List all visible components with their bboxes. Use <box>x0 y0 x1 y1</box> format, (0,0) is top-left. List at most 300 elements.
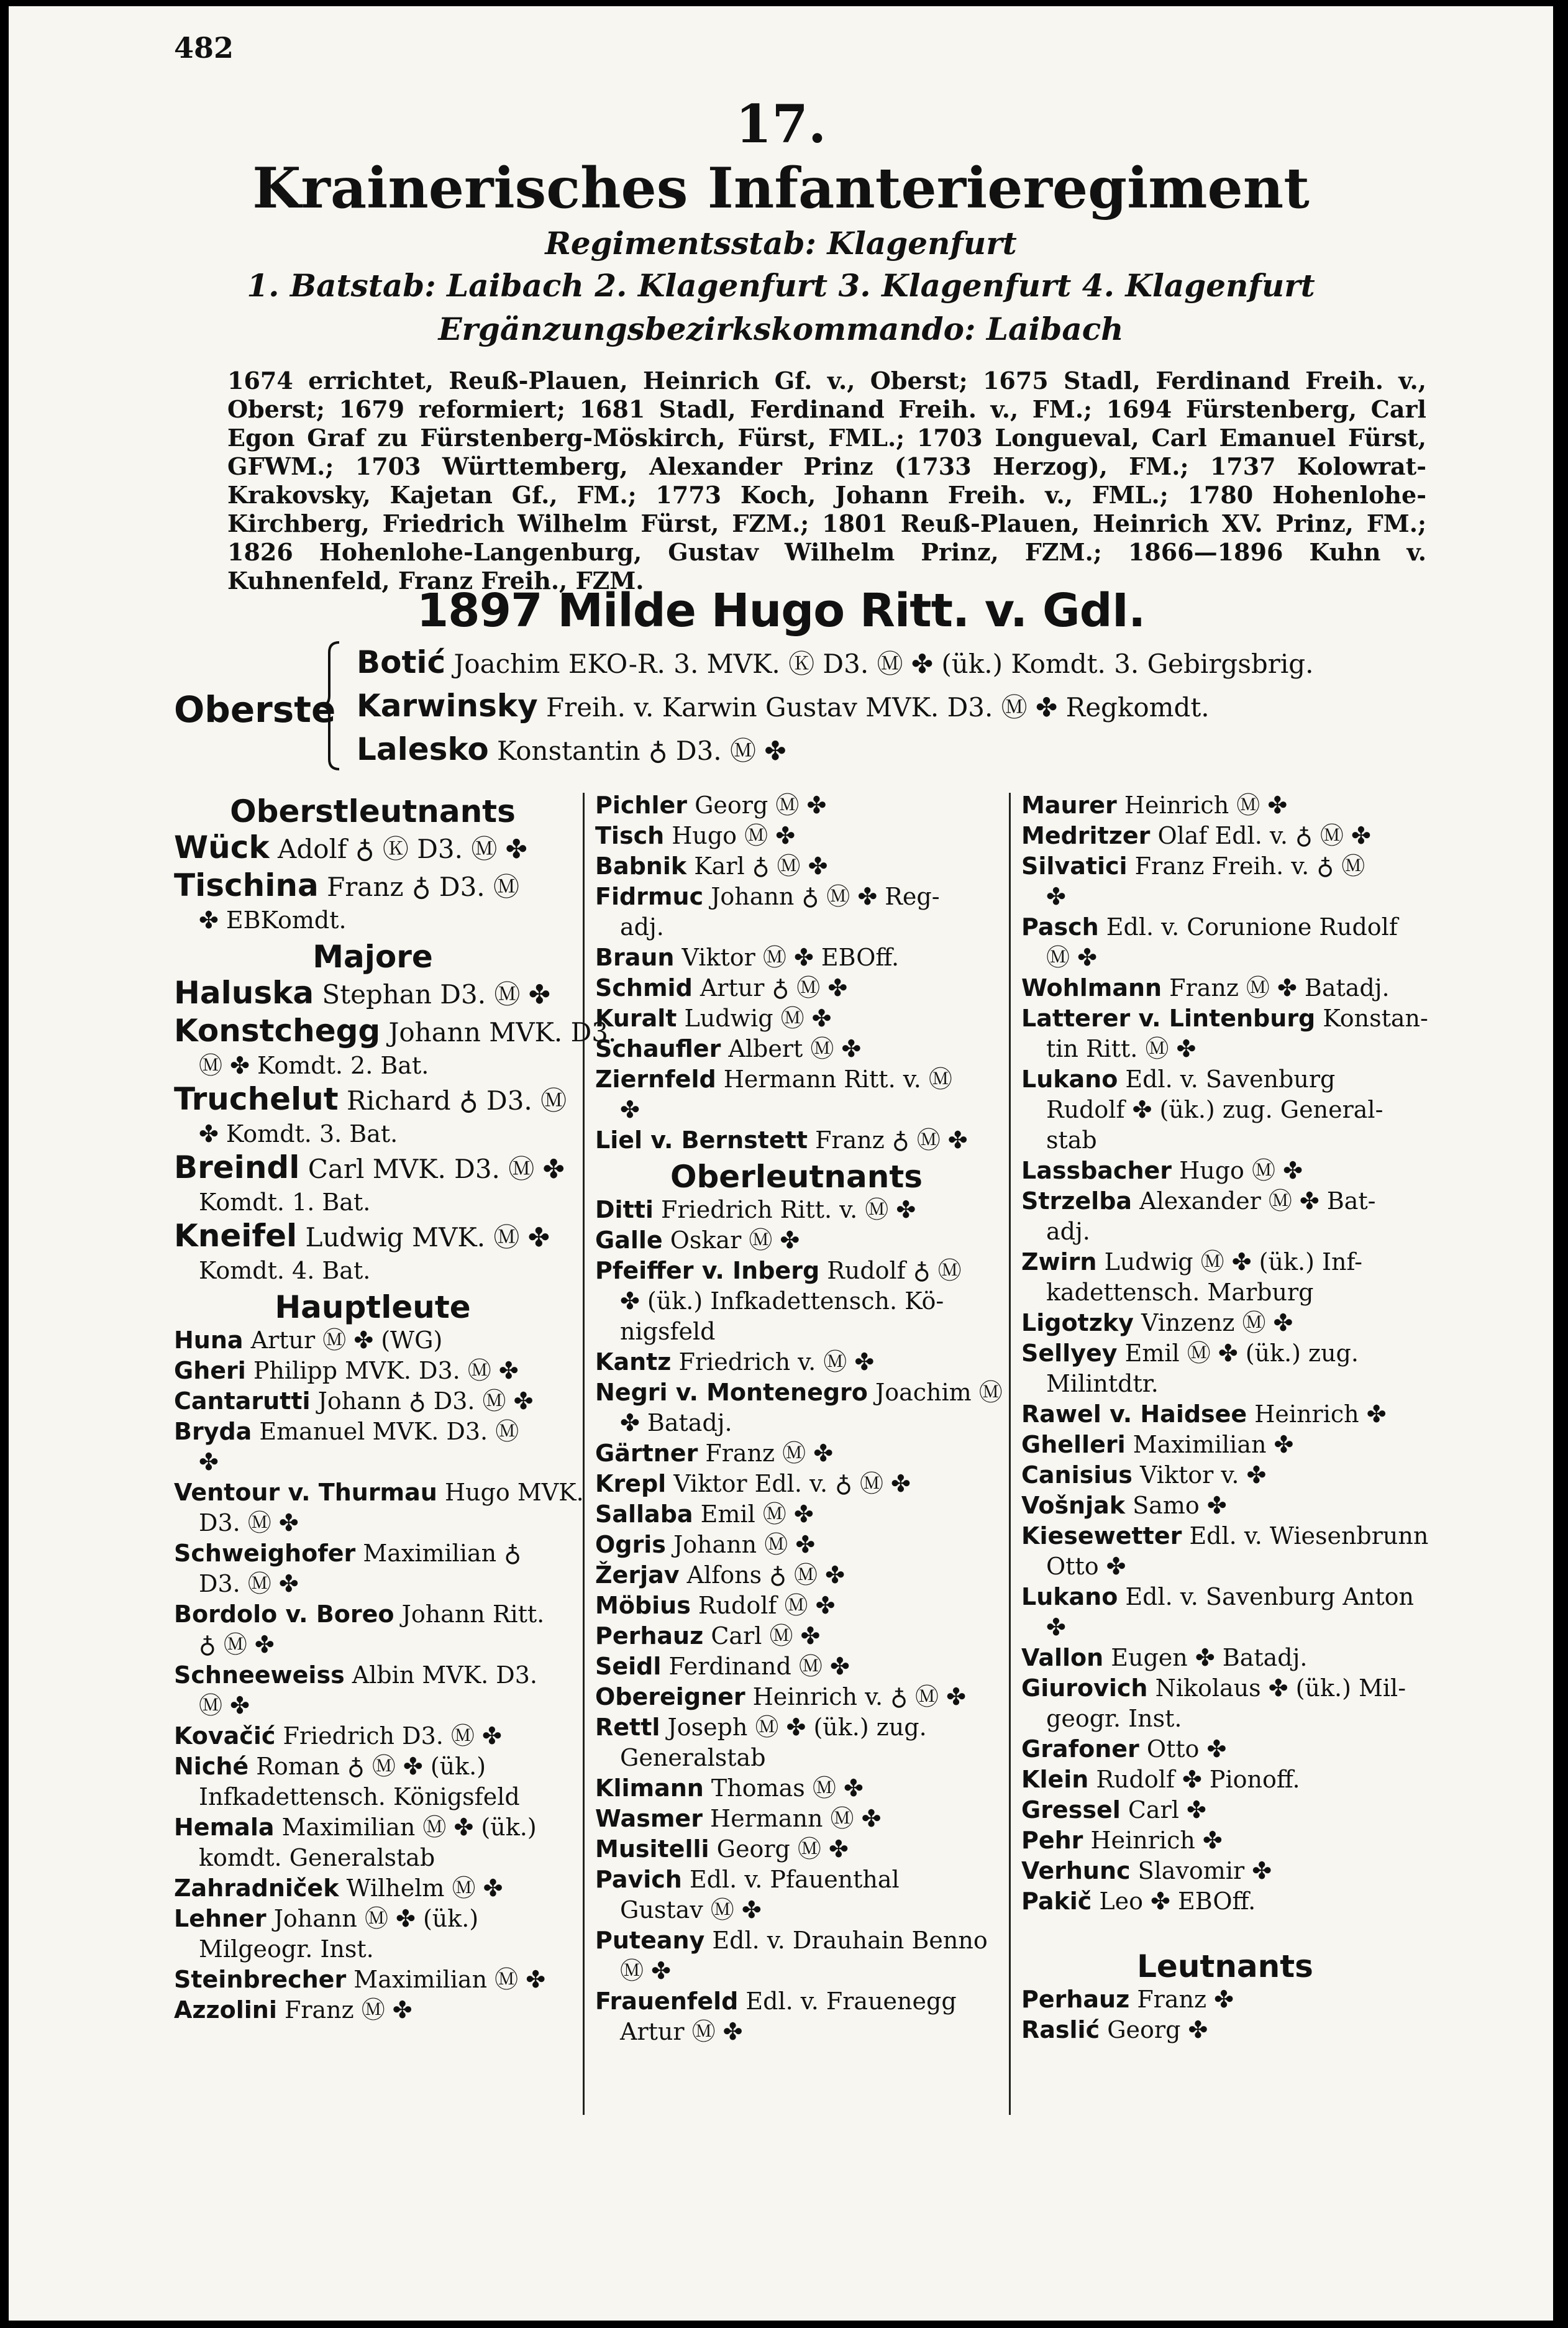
officer-details: Maximilian Ⓜ ✤ (ük.) <box>274 1814 537 1841</box>
officer-entry <box>1021 790 1429 821</box>
officer-surname: Braun <box>595 944 675 971</box>
officer-details: Albert Ⓜ ✤ <box>721 1035 862 1062</box>
officer-entry <box>595 1986 998 2017</box>
officer-entry <box>174 1477 584 1508</box>
officer-surname: Ligotzky <box>1021 1309 1134 1336</box>
oberste-label: Oberste <box>174 688 336 731</box>
officer-entry <box>1021 821 1429 851</box>
officer-surname: Giurovich <box>1021 1674 1148 1702</box>
officer-details: Hugo MVK. <box>437 1479 584 1506</box>
officer-details: Oskar Ⓜ ✤ <box>662 1226 800 1254</box>
entry-continuation <box>1021 1369 1429 1399</box>
entry-continuation <box>595 1095 998 1125</box>
officer-entry <box>174 1995 572 2025</box>
officer-entry <box>174 1538 572 1569</box>
officer-entry <box>174 1873 572 1904</box>
officer-entry <box>1021 1825 1429 1856</box>
officer-surname: Ditti <box>595 1196 654 1223</box>
officer-details: adj. <box>620 913 664 941</box>
oberst-name: Botić <box>357 644 446 680</box>
officer-entry <box>1021 1308 1429 1338</box>
entry-continuation <box>595 1317 998 1347</box>
officer-details: Leo ✤ EBOff. <box>1092 1888 1256 1915</box>
officer-details: Georg ✤ <box>1100 2016 1208 2043</box>
regiment-history: 1674 errichtet, Reuß-Plauen, Heinrich Gf. v., Oberst; 1675 Stadl, Ferdinand Freih. v., Oberst; 1679 reformiert; 1681 Stadl, Ferdinand Freih. v., FM.; 1694 Fürstenberg, Carl Egon Graf zu Fürstenberg-Möskirch, Fürst, FML.; 1703 Longueval, Carl Emanuel Fürst, GFWM.; 1703 Württemberg, Alexander Prinz (1733 Herzog), FM.; 1737 Kolowrat-Krakovsky, Kajetan Gf., FM.; 1773 Koch, Johann Freih. v., FML.; 1780 Hohenlohe-Kirchberg, Friedrich Wilhelm Fürst, FZM.; 1801 Reuß-Plauen, Heinrich XV. Prinz, FM.; 1826 Hohenlohe-Langenburg, Gustav Wilhelm Prinz, FZM.; 1866—1896 Kuhn v. Kuhnenfeld, Franz Freih., FZM. <box>227 367 1426 595</box>
entry-continuation <box>1021 1095 1429 1125</box>
officer-entry <box>1021 1430 1429 1460</box>
officer-details: Slavomir ✤ <box>1130 1857 1272 1884</box>
entry-continuation <box>1021 1277 1429 1308</box>
officer-entry <box>1021 1003 1429 1034</box>
officer-entry <box>595 1591 998 1621</box>
officer-details: Hermann Ritt. v. Ⓜ <box>716 1066 952 1093</box>
officer-details: Gustav Ⓜ ✤ <box>620 1896 762 1924</box>
column-middle <box>595 790 1003 2047</box>
officer-surname: Bryda <box>174 1418 252 1445</box>
entry-continuation <box>1021 1551 1429 1582</box>
officer-details: Hugo Ⓜ ✤ <box>664 822 796 849</box>
officer-entry <box>1021 1156 1429 1186</box>
officer-details: Milgeogr. Inst. <box>199 1935 374 1963</box>
rank-heading: Oberleutnants <box>670 1159 923 1195</box>
entry-continuation <box>174 1119 572 1149</box>
officer-details: Edl. v. Savenburg <box>1118 1066 1336 1093</box>
officer-entry <box>1021 1490 1429 1521</box>
regiment-number: 17. <box>735 93 827 155</box>
officer-details: ✤ <box>1046 1614 1066 1641</box>
officer-entry <box>1021 1886 1429 1917</box>
entry-continuation <box>1021 1612 1429 1643</box>
entry-continuation <box>595 912 998 943</box>
officer-surname: Klein <box>1021 1766 1089 1793</box>
officer-entry <box>174 1356 572 1386</box>
officer-entry <box>174 1149 572 1187</box>
officer-surname: Sellyey <box>1021 1340 1118 1367</box>
officer-surname: Huna <box>174 1326 244 1354</box>
officer-details: Maximilian ✤ <box>1125 1431 1294 1458</box>
officer-surname: Gärtner <box>595 1440 698 1467</box>
officer-entry <box>595 943 998 973</box>
officer-entry <box>1021 973 1429 1003</box>
officer-surname: Möbius <box>595 1592 691 1619</box>
officer-details: Rudolf Ⓜ ✤ <box>690 1592 836 1619</box>
officer-details: Joachim Ⓜ <box>867 1379 1003 1406</box>
officer-surname: Žerjav <box>595 1561 680 1589</box>
entry-continuation <box>595 1286 998 1317</box>
page-number: 482 <box>174 31 234 65</box>
officer-surname: Strzelba <box>1021 1187 1133 1215</box>
officer-surname: Frauenfeld <box>595 1988 739 2015</box>
officer-entry <box>174 1660 572 1691</box>
officer-surname: Fidrmuc <box>595 883 704 910</box>
officer-entry <box>174 1965 572 1995</box>
oberst-name: Karwinsky <box>357 688 538 724</box>
officer-surname: Azzolini <box>174 1996 277 2024</box>
officer-details: Wilhelm Ⓜ ✤ <box>339 1874 503 1902</box>
officer-entry <box>174 1904 572 1934</box>
officer-entry <box>595 1530 998 1560</box>
officer-entry <box>1021 1856 1429 1886</box>
officer-surname: Krepl <box>595 1470 667 1497</box>
officer-details: Rudolf ✤ Pionoff. <box>1088 1766 1300 1793</box>
officer-surname: Medritzer <box>1021 822 1151 849</box>
regimentsstab: Regimentsstab: Klagenfurt <box>545 225 1017 262</box>
officer-entry <box>174 975 572 1013</box>
officer-details: Richard ♁ D3. Ⓜ <box>338 1085 567 1116</box>
officer-surname: Grafoner <box>1021 1735 1139 1763</box>
officer-details: Edl. v. Corunione Rudolf <box>1098 913 1398 941</box>
entry-continuation <box>595 1743 998 1773</box>
officer-entry <box>1021 2015 1429 2045</box>
officer-surname: Tisch <box>595 822 665 849</box>
officer-surname: Verhunc <box>1021 1857 1131 1884</box>
officer-entry <box>174 1812 572 1843</box>
officer-details: Johann ♁ D3. Ⓜ ✤ <box>310 1387 534 1415</box>
officer-entry <box>174 1013 617 1051</box>
officer-details: Otto ✤ <box>1139 1735 1227 1763</box>
officer-surname: Ghelleri <box>1021 1431 1126 1458</box>
officer-entry <box>174 1218 572 1256</box>
officer-surname: Breindl <box>174 1149 300 1185</box>
officer-details: Georg Ⓜ ✤ <box>709 1835 849 1863</box>
oberst-details: Joachim EKO-R. 3. MVK. Ⓚ D3. Ⓜ ✤ (ük.) Komdt. 3. Gebirgsbrig. <box>445 649 1314 679</box>
officer-details: Olaf Edl. v. ♁ Ⓜ ✤ <box>1150 822 1371 849</box>
officer-surname: Gheri <box>174 1357 246 1384</box>
officer-entry <box>595 1834 998 1865</box>
column-left <box>174 790 617 2025</box>
officer-surname: Lukano <box>1021 1066 1118 1093</box>
officer-entry <box>174 1599 572 1630</box>
officer-surname: Musitelli <box>595 1835 709 1863</box>
officer-entry <box>595 1195 998 1225</box>
officer-details: ✤ Batadj. <box>620 1409 732 1436</box>
officer-surname: Pavich <box>595 1866 682 1893</box>
officer-surname: Negri v. Montenegro <box>595 1379 868 1406</box>
officer-entry <box>595 1651 998 1682</box>
officer-entry <box>595 790 998 821</box>
officer-details: Komdt. 1. Bat. <box>199 1189 371 1216</box>
rank-heading: Hauptleute <box>275 1289 471 1325</box>
officer-details: Carl MVK. D3. Ⓜ ✤ <box>299 1154 565 1184</box>
officer-surname: Pfeiffer v. Inberg <box>595 1257 820 1284</box>
officer-details: Rudolf ✤ (ük.) zug. General- <box>1046 1096 1383 1123</box>
officer-surname: Wohlmann <box>1021 974 1162 1002</box>
officer-details: Generalstab <box>620 1744 766 1771</box>
officer-details: Johann Ⓜ ✤ <box>665 1531 816 1558</box>
officer-details: Edl. v. Wiesenbrunn <box>1182 1522 1429 1550</box>
officer-surname: Pakič <box>1021 1888 1092 1915</box>
officer-details: Konstan- <box>1315 1005 1428 1032</box>
officer-surname: Vallon <box>1021 1644 1104 1671</box>
officer-surname: Ogris <box>595 1531 666 1558</box>
entry-continuation <box>1021 1216 1429 1247</box>
officer-details: Johann MVK. D3. <box>380 1017 617 1048</box>
officer-details: Artur Ⓜ ✤ <box>620 2018 743 2045</box>
officer-entry <box>1021 1338 1429 1369</box>
officer-surname: Truchelut <box>174 1081 339 1117</box>
officer-details: Philipp MVK. D3. Ⓜ ✤ <box>245 1357 519 1384</box>
officer-entry <box>595 821 998 851</box>
officer-details: D3. Ⓜ ✤ <box>199 1570 299 1597</box>
officer-surname: Steinbrecher <box>174 1966 347 1993</box>
officer-entry <box>174 1081 572 1119</box>
officer-details: ✤ (ük.) Infkadettensch. Kö- <box>620 1287 944 1315</box>
officer-entry <box>1021 1734 1429 1764</box>
officer-surname: Liel v. Bernstett <box>595 1126 808 1154</box>
officer-entry <box>1021 1064 1429 1095</box>
officer-details: kadettensch. Marburg <box>1046 1279 1314 1306</box>
officer-details: ♁ Ⓜ ✤ <box>199 1631 275 1658</box>
officer-details: Samo ✤ <box>1125 1492 1227 1519</box>
officer-details: ✤ <box>199 1448 219 1476</box>
officer-surname: Klimann <box>595 1774 704 1802</box>
entry-continuation <box>174 905 572 936</box>
officer-details: Georg Ⓜ ✤ <box>687 792 827 819</box>
officer-surname: Schneeweiss <box>174 1661 345 1689</box>
officer-entry <box>1021 1673 1429 1704</box>
officer-entry <box>595 1560 998 1591</box>
officer-entry <box>174 1325 572 1356</box>
officer-surname: Gressel <box>1021 1796 1121 1824</box>
officer-details: nigsfeld <box>620 1318 716 1345</box>
officer-details: Ludwig Ⓜ ✤ <box>677 1005 832 1032</box>
officer-surname: Latterer v. Lintenburg <box>1021 1005 1316 1032</box>
officer-surname: Vošnjak <box>1021 1492 1126 1519</box>
officer-details: Ⓜ ✤ <box>620 1957 671 1984</box>
officer-surname: Pasch <box>1021 913 1099 941</box>
officer-details: Johann Ritt. <box>394 1600 545 1628</box>
officer-surname: Kovačić <box>174 1722 276 1750</box>
entry-continuation <box>1021 882 1429 912</box>
officer-details: Maximilian Ⓜ ✤ <box>346 1966 546 1993</box>
officer-entry <box>1021 1984 1429 2015</box>
officer-entry <box>1021 1643 1429 1673</box>
officer-entry <box>595 1804 998 1834</box>
officer-details: ✤ Komdt. 3. Bat. <box>199 1120 398 1148</box>
spacer <box>1021 1917 1429 1945</box>
officer-entry <box>1021 1521 1429 1551</box>
oberst-entry <box>357 644 1314 681</box>
officer-entry <box>595 1438 998 1469</box>
officer-details: Viktor Ⓜ ✤ EBOff. <box>674 944 900 971</box>
entry-continuation <box>595 1408 998 1438</box>
officer-details: Edl. v. Pfauenthal <box>681 1866 900 1893</box>
officer-details: Maximilian ♁ <box>355 1540 521 1567</box>
officer-entry <box>1021 1460 1429 1490</box>
officer-details: tin Ritt. Ⓜ ✤ <box>1046 1035 1197 1062</box>
officer-details: Hugo Ⓜ ✤ <box>1172 1157 1303 1184</box>
officer-details: Heinrich v. ♁ Ⓜ ✤ <box>745 1683 966 1710</box>
officer-details: komdt. Generalstab <box>199 1844 435 1871</box>
officer-details: Emil Ⓜ ✤ (ük.) zug. <box>1117 1340 1359 1367</box>
officer-details: D3. Ⓜ ✤ <box>199 1509 299 1536</box>
officer-details: Karl ♁ Ⓜ ✤ <box>686 852 828 880</box>
officer-entry <box>595 882 998 912</box>
officer-details: Franz Ⓜ ✤ <box>698 1440 834 1467</box>
officer-surname: Silvatici <box>1021 852 1128 880</box>
entry-continuation <box>174 1508 572 1538</box>
officer-details: Milintdtr. <box>1046 1370 1159 1397</box>
officer-surname: Haluska <box>174 975 314 1011</box>
officer-surname: Lehner <box>174 1905 267 1932</box>
officer-details: Emil Ⓜ ✤ <box>693 1500 814 1528</box>
entry-continuation <box>595 2017 998 2047</box>
oberst-entry <box>357 731 786 768</box>
officer-surname: Hemala <box>174 1814 275 1841</box>
officer-entry <box>595 1225 998 1256</box>
officer-entry <box>595 973 998 1003</box>
column-right <box>1021 790 1429 2045</box>
officer-surname: Perhauz <box>595 1622 704 1650</box>
officer-details: Edl. v. Drauhain Benno <box>704 1927 988 1954</box>
officer-details: Johann ♁ Ⓜ ✤ Reg- <box>703 883 940 910</box>
officer-surname: Schweighofer <box>174 1540 356 1567</box>
officer-entry <box>595 1256 998 1286</box>
officer-entry <box>174 829 572 867</box>
officer-details: Franz Ⓜ ✤ Batadj. <box>1162 974 1390 1002</box>
officer-entry <box>1021 851 1429 882</box>
entry-continuation <box>174 1187 572 1218</box>
entry-continuation <box>174 1447 572 1477</box>
officer-entry <box>595 1773 998 1804</box>
officer-surname: Schmid <box>595 974 693 1002</box>
officer-details: ✤ EBKomdt. <box>199 906 347 934</box>
officer-details: Franz Freih. v. ♁ Ⓜ <box>1127 852 1365 880</box>
rank-heading: Majore <box>312 939 433 975</box>
officer-details: Komdt. 4. Bat. <box>199 1257 371 1284</box>
officer-details: Franz Ⓜ ✤ <box>276 1996 413 2024</box>
officer-entry <box>174 1721 572 1751</box>
officer-entry <box>174 1751 572 1782</box>
officer-entry <box>1021 1795 1429 1825</box>
officer-entry <box>174 1386 572 1417</box>
officer-details: Viktor v. ✤ <box>1132 1461 1267 1489</box>
officer-surname: Lassbacher <box>1021 1157 1172 1184</box>
officer-details: Albin MVK. D3. <box>344 1661 538 1689</box>
officer-entry <box>595 1499 998 1530</box>
officer-details: Carl ✤ <box>1120 1796 1206 1824</box>
entry-continuation <box>174 1782 572 1812</box>
officer-entry <box>595 1377 1003 1408</box>
entry-continuation <box>1021 1125 1429 1156</box>
column-divider <box>583 793 585 2115</box>
officer-surname: Babnik <box>595 852 687 880</box>
officer-details: Roman ♁ Ⓜ ✤ (ük.) <box>248 1753 486 1780</box>
oberst-details: Konstantin ♁ D3. Ⓜ ✤ <box>488 736 786 766</box>
officer-entry <box>595 1865 998 1895</box>
officer-surname: Seidl <box>595 1653 662 1680</box>
officer-surname: Zahradniček <box>174 1874 339 1902</box>
officer-surname: Ventour v. Thurmau <box>174 1479 437 1506</box>
officer-entry <box>595 1712 998 1743</box>
officer-surname: Pehr <box>1021 1827 1083 1854</box>
officer-entry <box>1021 1399 1429 1430</box>
officer-details: Heinrich Ⓜ ✤ <box>1116 792 1288 819</box>
officer-entry <box>595 1347 998 1377</box>
officer-entry <box>1021 1764 1429 1795</box>
officer-details: Emanuel MVK. D3. Ⓜ <box>252 1418 519 1445</box>
officer-details: Edl. v. Savenburg Anton <box>1118 1583 1414 1610</box>
officer-surname: Schaufler <box>595 1035 721 1062</box>
officer-surname: Obereigner <box>595 1683 745 1710</box>
officer-details: Heinrich ✤ <box>1083 1827 1223 1854</box>
officer-details: Artur Ⓜ ✤ (WG) <box>243 1326 443 1354</box>
officer-details: Eugen ✤ Batadj. <box>1103 1644 1308 1671</box>
officer-details: Stephan D3. Ⓜ ✤ <box>314 979 550 1010</box>
ergaenzungsbezirk: Ergänzungsbezirkskommando: Laibach <box>438 311 1124 347</box>
officer-surname: Raslić <box>1021 2016 1100 2043</box>
officer-surname: Konstchegg <box>174 1013 381 1049</box>
entry-continuation <box>595 1956 998 1986</box>
officer-entry <box>595 1034 998 1064</box>
officer-entry <box>595 1925 998 1956</box>
officer-entry <box>1021 1582 1429 1612</box>
officer-details: Heinrich ✤ <box>1247 1400 1387 1428</box>
officer-details: Ludwig MVK. Ⓜ ✤ <box>297 1222 550 1253</box>
officer-entry <box>595 1621 998 1651</box>
officer-details: Vinzenz Ⓜ ✤ <box>1133 1309 1293 1336</box>
officer-entry <box>595 1125 998 1156</box>
officer-surname: Lukano <box>1021 1583 1118 1610</box>
officer-surname: Perhauz <box>1021 1986 1130 2013</box>
officer-surname: Kneifel <box>174 1218 298 1254</box>
brace-icon <box>317 640 342 772</box>
officer-entry <box>1021 1186 1429 1216</box>
officer-surname: Wasmer <box>595 1805 703 1832</box>
officer-entry <box>595 1682 998 1712</box>
officer-details: Friedrich D3. Ⓜ ✤ <box>275 1722 502 1750</box>
rank-heading: Leutnants <box>1137 1948 1313 1984</box>
officer-details: ✤ <box>1046 883 1066 910</box>
officer-surname: Kantz <box>595 1348 672 1376</box>
officer-details: Thomas Ⓜ ✤ <box>703 1774 864 1802</box>
officer-details: Viktor Edl. v. ♁ Ⓜ ✤ <box>666 1470 911 1497</box>
entry-continuation <box>174 1843 572 1873</box>
officer-details: Otto ✤ <box>1046 1553 1126 1580</box>
officer-entry <box>174 867 572 905</box>
officer-surname: Wück <box>174 829 270 865</box>
entry-continuation <box>174 1934 572 1965</box>
officer-entry <box>595 851 998 882</box>
officer-details: Ⓜ ✤ <box>1046 944 1097 971</box>
officer-entry <box>1021 912 1429 943</box>
officer-surname: Sallaba <box>595 1500 693 1528</box>
entry-continuation <box>174 1630 572 1660</box>
officer-surname: Bordolo v. Boreo <box>174 1600 394 1628</box>
officer-details: stab <box>1046 1126 1097 1154</box>
officer-details: Ludwig Ⓜ ✤ (ük.) Inf- <box>1096 1248 1363 1276</box>
officer-surname: Puteany <box>595 1927 705 1954</box>
officer-details: Adolf ♁ Ⓚ D3. Ⓜ ✤ <box>269 834 527 864</box>
officer-surname: Kuralt <box>595 1005 677 1032</box>
entry-continuation <box>174 1051 572 1081</box>
officer-surname: Ziernfeld <box>595 1066 716 1093</box>
officer-surname: Galle <box>595 1226 663 1254</box>
oberst-entry <box>357 687 1210 724</box>
officer-surname: Maurer <box>1021 792 1117 819</box>
officer-surname: Canisius <box>1021 1461 1133 1489</box>
officer-details: Alfons ♁ Ⓜ ✤ <box>679 1561 845 1589</box>
officer-details: Edl. v. Frauenegg <box>738 1988 957 2015</box>
officer-details: Rudolf ♁ Ⓜ <box>819 1257 962 1284</box>
officer-details: Alexander Ⓜ ✤ Bat- <box>1132 1187 1376 1215</box>
officer-entry <box>174 1417 572 1447</box>
officer-details: Ⓜ ✤ Komdt. 2. Bat. <box>199 1052 429 1079</box>
regiment-name: Krainerisches Infanterieregiment <box>252 155 1310 221</box>
officer-details: Ⓜ ✤ <box>199 1692 250 1719</box>
officer-details: Infkadettensch. Königsfeld <box>199 1783 520 1810</box>
officer-details: Franz ✤ <box>1129 1986 1234 2013</box>
